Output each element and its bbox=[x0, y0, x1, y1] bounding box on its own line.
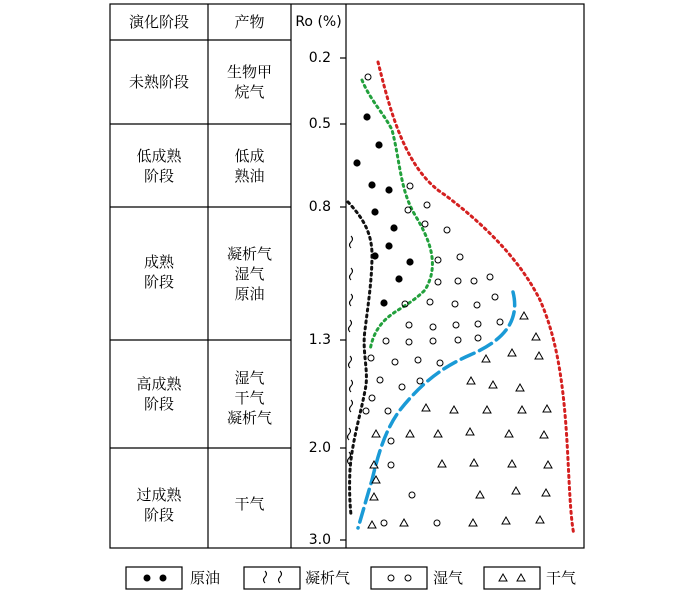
product-line: 生物甲 bbox=[226, 63, 272, 81]
legend-icon-wet-gas bbox=[388, 575, 411, 581]
ro-tick: 1.3 bbox=[308, 332, 331, 348]
product-line: 熟油 bbox=[234, 167, 265, 185]
ro-axis-label: Ro (%) bbox=[295, 14, 342, 30]
product-line: 烷气 bbox=[234, 83, 265, 101]
legend-label-dry-gas: 干气 bbox=[546, 569, 577, 587]
legend-label-wet-gas: 湿气 bbox=[433, 569, 464, 587]
product-mature bbox=[208, 244, 291, 304]
ro-tick: 0.8 bbox=[308, 199, 331, 215]
stage-high-mature bbox=[110, 374, 208, 414]
product-line: 湿气 bbox=[234, 265, 265, 283]
product-line: 湿气 bbox=[234, 369, 265, 387]
wet-gas-boundary-curve bbox=[378, 62, 574, 535]
product-low-mature bbox=[208, 146, 291, 186]
stage-line: 过成熟 bbox=[136, 486, 182, 504]
stage-immature: 未熟阶段 bbox=[128, 73, 189, 91]
product-line: 原油 bbox=[234, 285, 265, 303]
ro-tick: 2.0 bbox=[308, 440, 331, 456]
legend-label-oil: 原油 bbox=[190, 569, 221, 587]
stage-line: 成熟 bbox=[143, 253, 174, 271]
stage-line: 阶段 bbox=[143, 395, 174, 413]
product-over-mature: 干气 bbox=[234, 495, 265, 513]
ro-tick: 0.5 bbox=[308, 116, 331, 132]
stage-line: 阶段 bbox=[143, 167, 174, 185]
ro-tick: 0.2 bbox=[308, 50, 331, 66]
legend-icon-condensate bbox=[264, 571, 282, 583]
legend-icon-dry-gas bbox=[499, 574, 525, 581]
product-line: 凝析气 bbox=[226, 409, 272, 427]
ro-axis-ticks bbox=[340, 58, 346, 540]
stage-line: 阶段 bbox=[143, 506, 174, 524]
stage-line: 阶段 bbox=[143, 273, 174, 291]
stage-low-mature bbox=[110, 146, 208, 186]
stage-line: 高成熟 bbox=[136, 375, 182, 393]
stage-line: 低成熟 bbox=[136, 147, 182, 165]
stage-mature bbox=[110, 252, 208, 292]
oil-boundary-curve bbox=[362, 80, 432, 350]
stage-over-mature bbox=[110, 485, 208, 525]
product-immature bbox=[208, 62, 291, 102]
product-high-mature bbox=[208, 368, 291, 428]
legend-icon-oil bbox=[144, 575, 167, 582]
ro-tick: 3.0 bbox=[308, 532, 331, 548]
legend-label-condensate: 凝析气 bbox=[305, 569, 351, 587]
header-product: 产物 bbox=[234, 13, 265, 31]
product-line: 干气 bbox=[234, 389, 265, 407]
product-line: 凝析气 bbox=[226, 245, 272, 263]
condensate-symbols bbox=[348, 236, 353, 464]
product-line: 低成 bbox=[234, 147, 265, 165]
dry-gas-symbols bbox=[368, 312, 552, 528]
header-stage: 演化阶段 bbox=[128, 13, 189, 31]
